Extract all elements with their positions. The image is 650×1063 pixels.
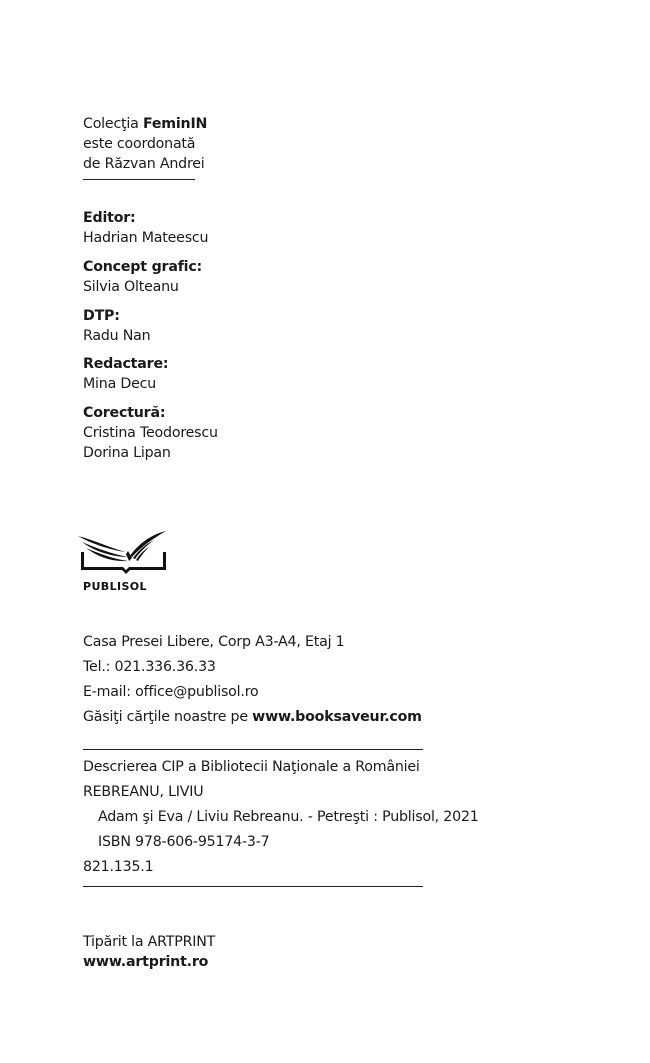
- collection-line-1: [83, 114, 207, 134]
- collection-divider: [83, 179, 195, 180]
- credit-name-design: Silvia Olteanu: [83, 279, 179, 295]
- publisher-phone: Tel.: 021.336.36.33: [83, 659, 216, 675]
- credit-name-proofreading-1: Cristina Teodorescu: [83, 425, 218, 441]
- collection-line-3: de Răzvan Andrei: [83, 156, 205, 172]
- cip-heading: Descrierea CIP a Bibliotecii Naţionale a României: [83, 759, 420, 775]
- publisher-logo-name: PUBLISOL: [83, 580, 147, 593]
- printer-url-link[interactable]: www.artprint.ro: [83, 954, 209, 970]
- credit-name-proofreading-2: Dorina Lipan: [83, 445, 171, 461]
- collection-line-2: este coordonată: [83, 136, 196, 152]
- find-us-text: Găsiţi cărţile noastre pe: [83, 709, 253, 725]
- credit-name-dtp: Radu Nan: [83, 328, 151, 344]
- credit-name-editor: Hadrian Mateescu: [83, 230, 209, 246]
- credit-role-editor: Editor:: [83, 210, 136, 226]
- credit-role-dtp: DTP:: [83, 308, 120, 324]
- credit-role-design: Concept grafic:: [83, 259, 203, 275]
- booksaveur-link[interactable]: www.booksaveur.com: [252, 709, 422, 725]
- cip-top-divider: [83, 749, 423, 750]
- cip-author: REBREANU, LIVIU: [83, 784, 204, 800]
- cip-classification: 821.135.1: [83, 859, 154, 875]
- cip-title-line: Adam şi Eva / Liviu Rebreanu. - Petreşti : Publisol, 2021: [98, 809, 479, 825]
- credit-role-editing: Redactare:: [83, 356, 169, 372]
- publisher-address: Casa Presei Libere, Corp A3-A4, Etaj 1: [83, 634, 345, 650]
- publisher-email[interactable]: E-mail: office@publisol.ro: [83, 684, 259, 700]
- credit-name-editing: Mina Decu: [83, 376, 157, 392]
- printer-line: Tipărit la ARTPRINT: [83, 934, 216, 950]
- publisher-find-us: [83, 707, 422, 727]
- collection-name: FeminIN: [142, 116, 208, 132]
- collection-prefix: Colecţia: [83, 116, 143, 132]
- cip-bottom-divider: [83, 886, 423, 887]
- credit-role-proofreading: Corectură:: [83, 405, 166, 421]
- cip-isbn: ISBN 978-606-95174-3-7: [98, 834, 270, 850]
